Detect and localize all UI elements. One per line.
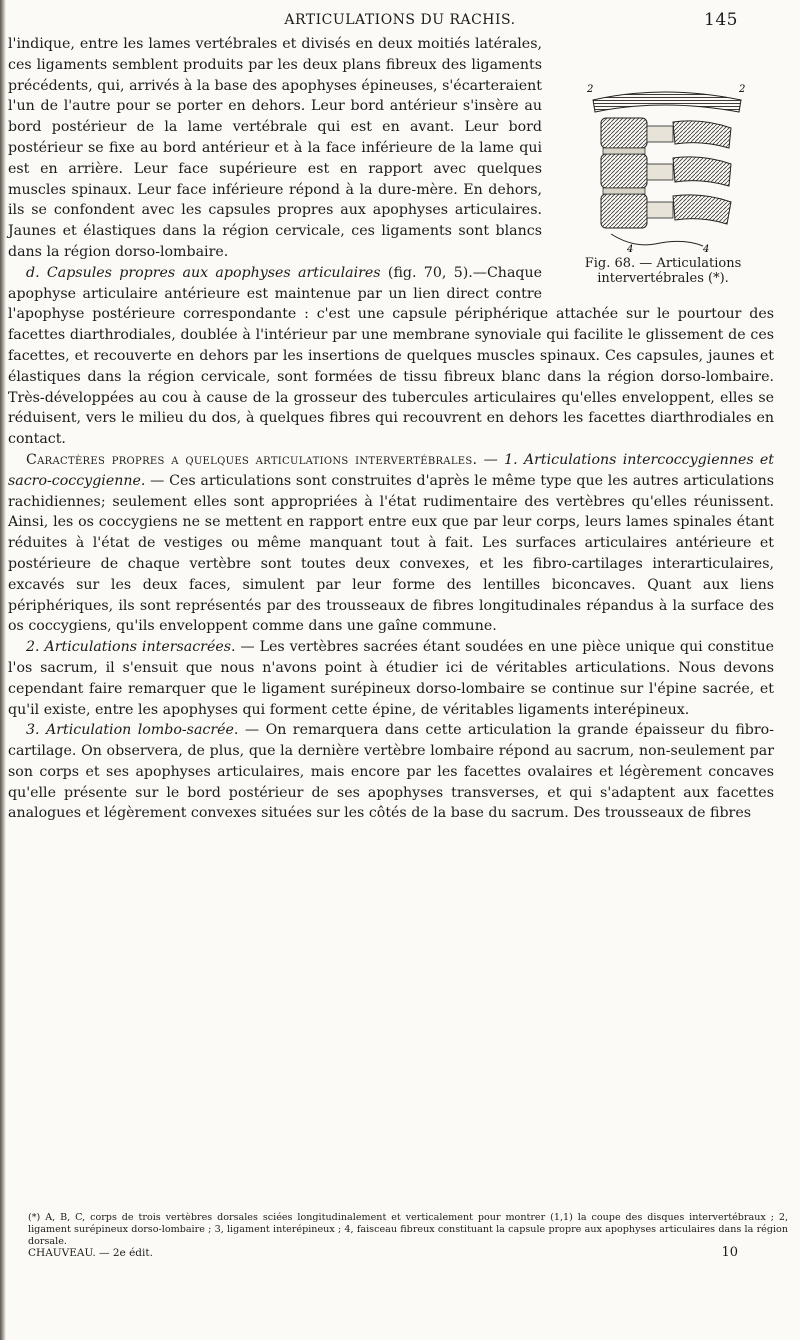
paragraph	[8, 637, 774, 720]
page-number: 145	[704, 10, 738, 30]
paragraph-text: — On remarquera dans cette articulation la grande épaisseur du fibro-cartilage. On observera, de plus, que la dernière vertèbre lombaire répond au sacrum, non-seulement par son corps et ses apophyses articulaires, mais encore par les facettes ovalaires et légèrement concaves qu'elle présente sur le bord postérieur de ses apophyses transverses, et qui s'adaptent aux facettes analogues et légèrement convexes situées sur les côtés de la base du sacrum. Des trousseaux de fibres	[8, 722, 774, 822]
page-footer	[28, 1247, 738, 1259]
section-label: 2. Articulations intersacrées.	[26, 639, 236, 656]
section-heading: Caractères propres a quelques articulations intervertébrales.	[26, 451, 478, 468]
page-binding-edge	[0, 0, 6, 1340]
running-header	[0, 10, 800, 32]
body-text	[8, 34, 774, 824]
paragraph-text: (fig. 70, 5).—Chaque apophyse articulaire antérieure est maintenue par un lien direct contre l'apophyse postérieure correspondante : c'est une capsule périphérique attachée sur le pourtour des facettes diarthrodiales, doublée à l'intérieur par une membrane synoviale qui facilite le glissement de ces facettes, et recouverte en dehors par les insertions de quelques muscles spinaux. Ces capsules, jaunes et élastiques dans la région cervicale, sont formées de tissu fibreux blanc dans la région dorso-lombaire. Très-développées au cou à cause de la grosseur des tubercules articulaires qu'elles enveloppent, elles se réduisent, vers le milieu du dos, à quelques fibres qui recouvrent en dehors les facettes diarthrodiales en contact.	[8, 264, 774, 448]
figure-label: 4	[627, 244, 634, 254]
section-label: d. Capsules propres aux apophyses articulaires	[26, 264, 381, 281]
signature-mark: 10	[721, 1245, 738, 1260]
paragraph: l'indique, entre les lames vertébrales et divisés en deux moitiés latérales, ces ligaments semblent produits par les deux plans fibreux des ligaments précédents, qui, arrivés à la base des apophyses épineuses, s'écarteraient l'un de l'autre pour se porter en dehors. Leur bord antérieur s'insère au bord postérieur de la lame vertébrale qui est en avant. Leur bord postérieur se fixe au bord antérieur et à la face inférieure de la lame qui est en arrière. Leur face supérieure est en rapport avec quelques muscles spinaux. Leur face inférieure répond à la dure-mère. En dehors, ils se confondent avec les capsules propres aux apophyses articulaires. Jaunes et élastiques dans la région cervicale, ces ligaments sont blancs dans la région dorso-lombaire.	[8, 36, 542, 260]
figure-68	[552, 78, 774, 286]
figure-caption: Fig. 68. — Articulations intervertébrales (*).	[584, 256, 742, 286]
section-label: — 1. Articulations intercoccygiennes et sacro-coccygienne.	[8, 451, 774, 489]
author-edition: CHAUVEAU. — 2e édit.	[28, 1247, 153, 1259]
section-label: 3. Articulation lombo-sacrée.	[26, 722, 239, 739]
paragraph	[8, 263, 774, 450]
footnote: (*) A, B, C, corps de trois vertèbres dorsales sciées longitudinalement et verticalement pour montrer (1,1) la coupe des disques intervertébraux ; 2, ligament surépineux dorso-lombaire ; 3, ligament interépineux ; 4, faisceau fibreux constituant la capsule propre aux apophyses articulaires dans la région dorsale.	[28, 1212, 788, 1247]
paragraph	[8, 720, 774, 824]
figure-label: 2	[739, 84, 746, 95]
vertebrae-illustration	[563, 78, 763, 254]
paragraph-text: — Les vertèbres sacrées étant soudées en une pièce unique qui constitue l'os sacrum, il s'ensuit que nous n'avons point à étudier ici de véritables articulations. Nous devons cependant faire remarquer que le ligament surépineux dorso-lombaire se continue sur l'épine sacrée, et qu'il existe, entre les apophyses qui forment cette épine, de véritables ligaments interépineux.	[8, 639, 774, 718]
running-title: ARTICULATIONS DU RACHIS.	[284, 12, 516, 28]
paragraph	[8, 450, 774, 637]
paragraph-text: — Ces articulations sont construites d'après le même type que les autres articulations rachidiennes; seulement elles sont appropriées à l'état rudimentaire des vertèbres qu'elles réunissent. Ainsi, les os coccygiens ne se mettent en rapport entre eux que par leur corps, leurs lames spinales étant réduites à l'état de vestiges ou même manquant tout à fait. Les surfaces articulaires antérieure et postérieure de chaque vertèbre sont toutes deux convexes, et les fibro-cartilages interarticulaires, excavés sur les deux faces, simulent par leur forme des lentilles biconcaves. Quant aux liens périphériques, ils sont représentés par des trousseaux de fibres longitudinales répandus à la surface des os coccygiens, qu'ils enveloppent comme dans une gaîne commune.	[8, 472, 774, 635]
figure-label: 4	[703, 244, 710, 254]
figure-label: 2	[587, 84, 594, 95]
